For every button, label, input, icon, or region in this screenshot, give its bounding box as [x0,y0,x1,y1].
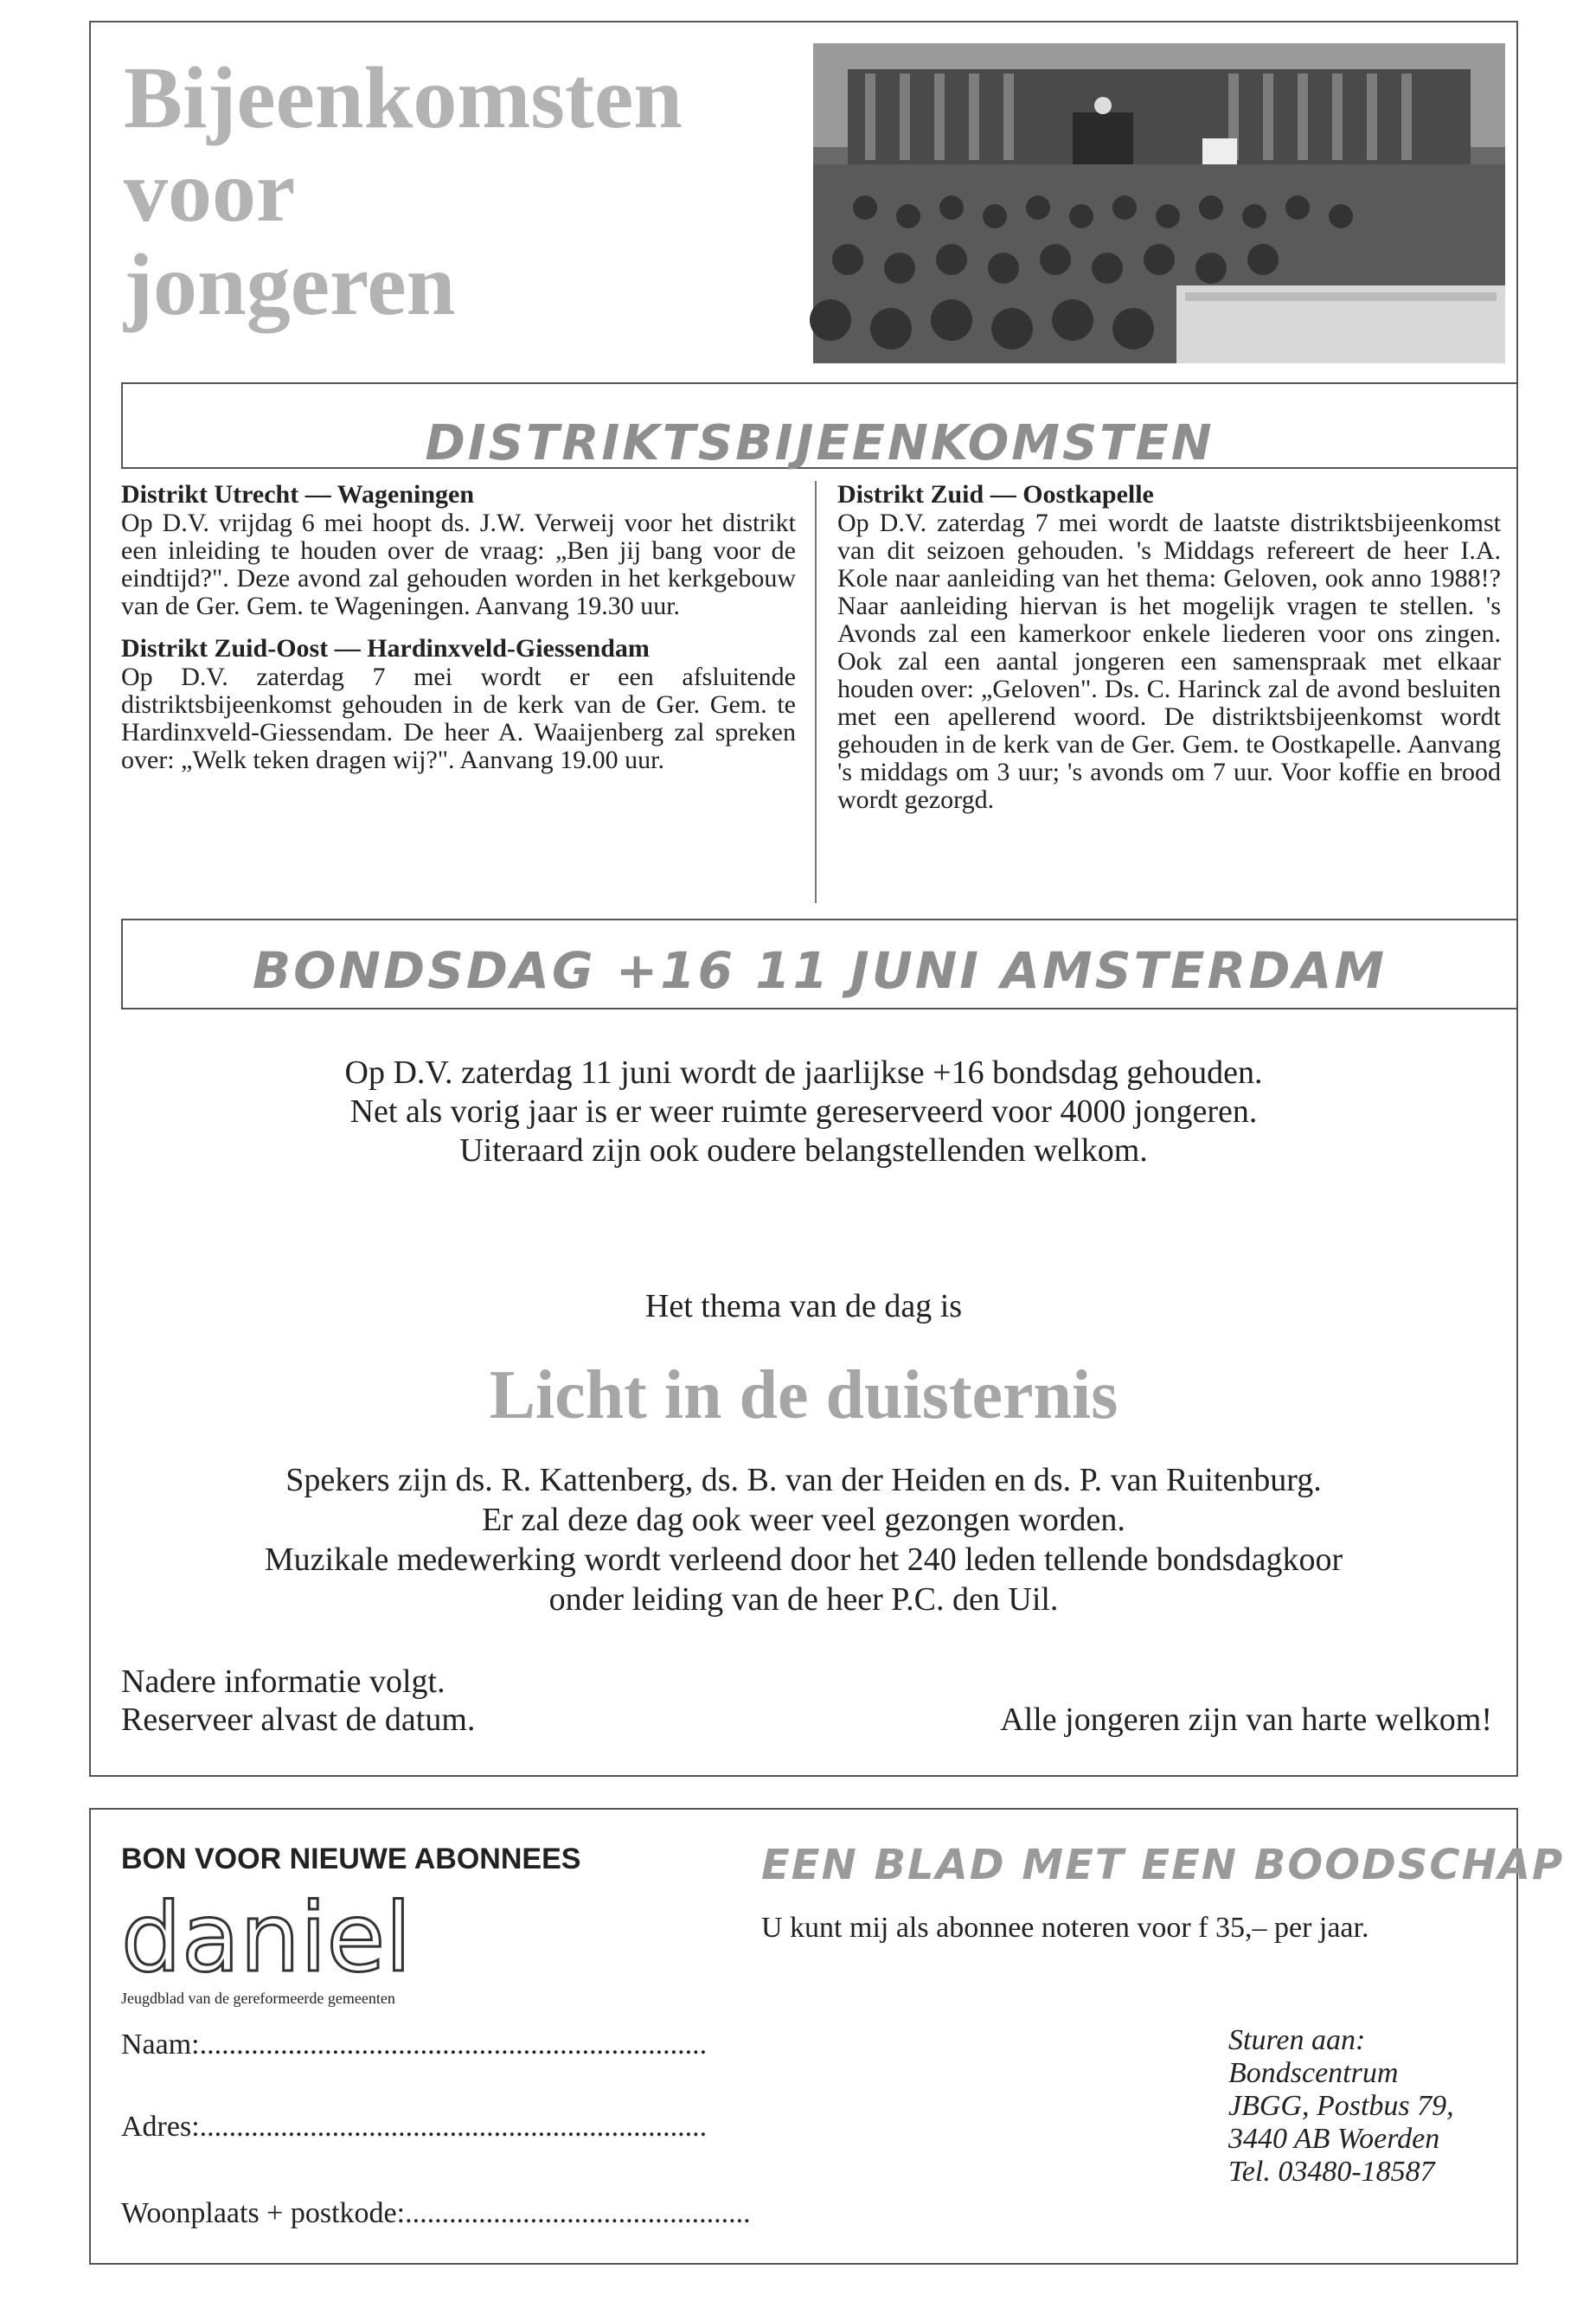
district-zuidoost-text: Op D.V. zaterdag 7 mei wordt er een afsluitende distriktsbijeenkomst gehouden in de kerk van de Ger. Gem. te Hardinxveld-Giessendam. De heer A. Waaijenberg zal spreken over: „Welk teken dragen wij?". Aanvang 19.00 uur. [121,663,796,774]
district-utrecht-text: Op D.V. vrijdag 6 mei hoopt ds. J.W. Verweij voor het distrikt een inleiding te houden over de vraag: „Ben jij bang voor de eindtijd?". Deze avond zal gehouden worden in het kerkgebouw van de Ger. Gem. te Wageningen. Aanvang 19.30 uur. [121,509,796,620]
logo-wordmark: daniel [121,1882,412,1993]
district-zuidoost-heading: Distrikt Zuid-Oost — Hardinxveld-Giessendam [121,634,650,663]
daniel-logo [121,1882,412,1993]
district-right-column [837,480,1501,828]
district-left-column [121,480,796,788]
intro-line: Op D.V. zaterdag 11 juni wordt de jaarlijkse +16 bondsdag gehouden. [344,1054,1263,1091]
intro-line: Uiteraard zijn ook oudere belangstellenden welkom. [459,1132,1148,1169]
logo-caption: Jeugdblad van de gereformeerde gemeenten [121,1990,395,2007]
bondsdag-banner-text: BONDSDAG +16 11 JUNI AMSTERDAM [252,940,1388,1000]
title-line-3: jongeren [124,236,456,334]
page-title [124,49,683,334]
speakers-line: Muzikale medewerking wordt verleend door het 240 leden tellende bondsdagkoor [264,1541,1343,1578]
district-utrecht-heading: Distrikt Utrecht — Wageningen [121,480,475,509]
bondsdag-banner [121,919,1518,1009]
distrikt-banner-text: DISTRIKTSBIJEENKOMSTEN [425,414,1215,471]
title-line-1: Bijeenkomsten [124,49,683,147]
speakers-line: Spekers zijn ds. R. Kattenberg, ds. B. van der Heiden en ds. P. van Ruitenburg. [285,1462,1322,1498]
coupon-title: BON VOOR NIEUWE ABONNEES [121,1843,581,1875]
title-line-2: voor [124,143,296,240]
more-info [121,1663,475,1739]
send-line: Tel. 03480-18587 [1228,2156,1435,2188]
speakers-block [89,1460,1518,1619]
bondsdag-intro [89,1054,1518,1170]
speakers-line: onder leiding van de heer P.C. den Uil. [548,1581,1059,1618]
send-line: JBGG, Postbus 79, [1228,2090,1454,2122]
coupon-slogan: EEN BLAD MET EEN BOODSCHAP [761,1841,1565,1889]
send-to-address [1228,2024,1454,2189]
send-line: Sturen aan: [1228,2024,1366,2056]
intro-line: Net als vorig jaar is er weer ruimte gereserveerd voor 4000 jongeren. [349,1093,1258,1130]
address-field[interactable]: Adres:..................................................................... [121,2111,708,2143]
city-postcode-field[interactable]: Woonplaats + postkode:............................................... [121,2197,751,2229]
send-line: Bondscentrum [1228,2057,1399,2089]
speakers-line: Er zal deze dag ook weer veel gezongen worden. [482,1502,1125,1538]
more-info-line: Reserveer alvast de datum. [121,1702,476,1738]
theme-title: Licht in de duisternis [489,1357,1118,1433]
meeting-photo [813,43,1505,363]
district-zuid-text: Op D.V. zaterdag 7 mei wordt de laatste distriktsbijeenkomst van dit seizoen gehouden. 's Middags refereert de heer I.A. Kole naar aanleiding van het thema: Geloven, ook anno 1988!? Naar aanleiding hiervan is het mogelijk vragen te stellen. 's Avonds zal een kamerkoor enkele liederen voor ons zingen. Ook zal een aantal jongeren een samenspraak met elkaar houden over: „Geloven". Ds. C. Harinck zal de avond besluiten met een apellerend woord. De distriktsbijeenkomst wordt gehouden in de kerk van de Ger. Gem. te Oostkapelle. Aanvang 's middags om 3 uur; 's avonds om 7 uur. Voor koffie en brood wordt gezorgd. [837,509,1501,814]
welcome-text: Alle jongeren zijn van harte welkom! [1000,1702,1492,1738]
send-line: 3440 AB Woerden [1228,2123,1440,2155]
more-info-line: Nadere informatie volgt. [121,1663,445,1700]
column-divider [815,481,817,903]
subscription-price: U kunt mij als abonnee noteren voor f 35,– per jaar. [761,1912,1369,1944]
distrikt-banner [121,382,1518,469]
district-zuid-heading: Distrikt Zuid — Oostkapelle [837,480,1154,509]
theme-intro: Het thema van de dag is [644,1288,963,1324]
name-field[interactable]: Naam:..................................................................... [121,2029,708,2061]
